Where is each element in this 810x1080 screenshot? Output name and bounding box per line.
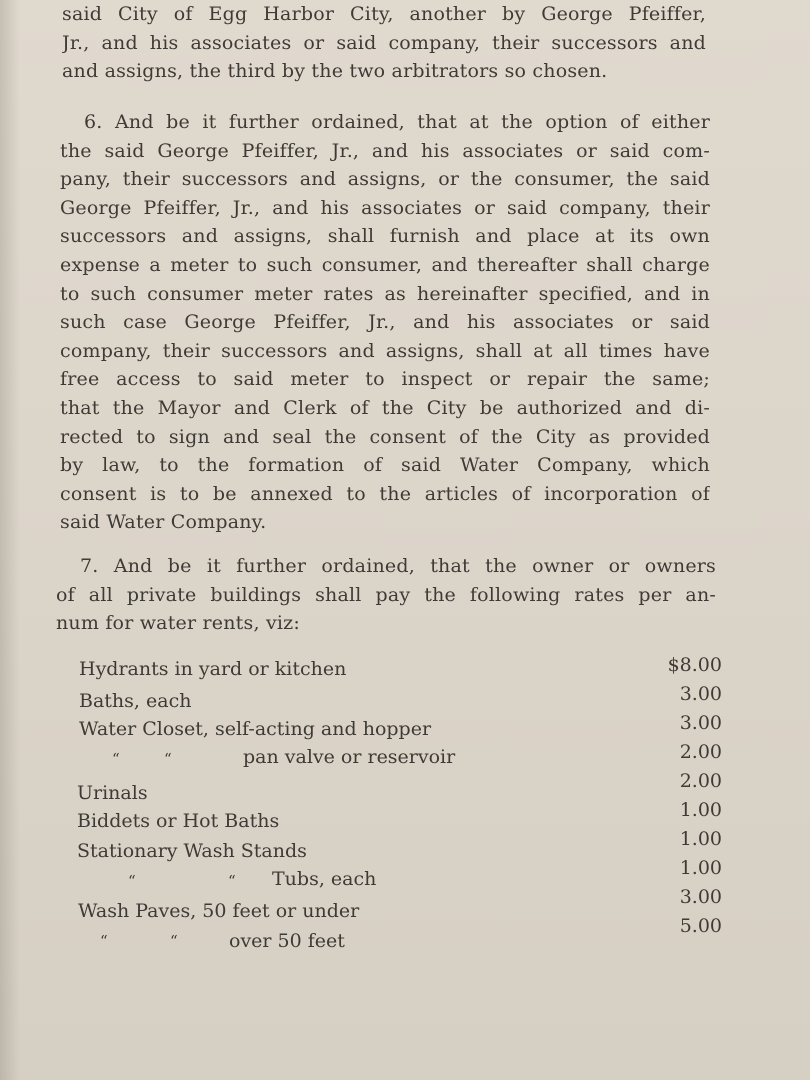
text-line: of all private buildings shall pay the following rates per an- (56, 583, 716, 606)
text-line: the said George Pfeiffer, Jr., and his associates or said com- (60, 139, 710, 162)
rate-value: 1.00 (679, 799, 722, 821)
ditto-mark: “ (228, 872, 236, 890)
rate-label: Baths, each (79, 690, 192, 712)
text-line: num for water rents, viz: (56, 612, 300, 635)
rate-label: Wash Paves, 50 feet or under (78, 900, 360, 922)
text-line: expense a meter to such consumer, and thereafter shall charge (60, 253, 710, 276)
rate-value: 3.00 (679, 712, 722, 734)
text-line: said Water Company. (60, 511, 267, 534)
rate-value: 3.00 (679, 886, 722, 908)
text-line: Jr., and his associates or said company, their successors and (62, 31, 706, 54)
text-line: 7. And be it further ordained, that the owner or owners (80, 555, 716, 577)
text-line: company, their successors and assigns, shall at all times have (60, 339, 710, 362)
rate-value: 3.00 (679, 683, 722, 705)
rate-value: 5.00 (679, 915, 722, 937)
rate-label: Hydrants in yard or kitchen (79, 658, 347, 680)
ditto-mark: “ (100, 932, 108, 950)
text-line: 6. And be it further ordained, that at the option of either (84, 111, 710, 133)
rate-value: 2.00 (679, 741, 722, 763)
rate-label: Water Closet, self-acting and hopper (79, 718, 432, 740)
text-line: that the Mayor and Clerk of the City be authorized and di- (60, 396, 710, 419)
ditto-mark: “ (170, 932, 178, 950)
ditto-mark: “ (164, 750, 172, 768)
text-line: successors and assigns, shall furnish and place at its own (60, 225, 710, 248)
text-line: by law, to the formation of said Water Company, which (60, 454, 710, 477)
text-line: said City of Egg Harbor City, another by George Pfeiffer, (62, 3, 706, 25)
rate-value: 2.00 (679, 770, 722, 792)
rate-label: Stationary Wash Stands (77, 840, 307, 862)
ditto-mark: “ (112, 750, 120, 768)
text-line: free access to said meter to inspect or repair the same; (60, 368, 710, 391)
rate-label: Tubs, each (272, 868, 377, 890)
text-line: and assigns, the third by the two arbitrators so chosen. (62, 60, 608, 83)
text-line: such case George Pfeiffer, Jr., and his associates or said (60, 311, 710, 334)
rate-label: Biddets or Hot Baths (77, 810, 280, 832)
text-line: to such consumer meter rates as hereinafter specified, and in (60, 282, 710, 305)
rate-value: $8.00 (667, 654, 722, 676)
rate-value: 1.00 (679, 857, 722, 879)
rate-label: pan valve or reservoir (243, 746, 456, 768)
rate-value: 1.00 (679, 828, 722, 850)
rate-label: Urinals (77, 782, 148, 804)
text-line: George Pfeiffer, Jr., and his associates or said company, their (60, 196, 710, 219)
rate-label: over 50 feet (229, 930, 345, 952)
text-line: pany, their successors and assigns, or the consumer, the said (60, 168, 710, 191)
text-line: consent is to be annexed to the articles of incorporation of (60, 482, 710, 505)
text-line: rected to sign and seal the consent of the City as provided (60, 425, 710, 448)
ditto-mark: “ (128, 872, 136, 890)
